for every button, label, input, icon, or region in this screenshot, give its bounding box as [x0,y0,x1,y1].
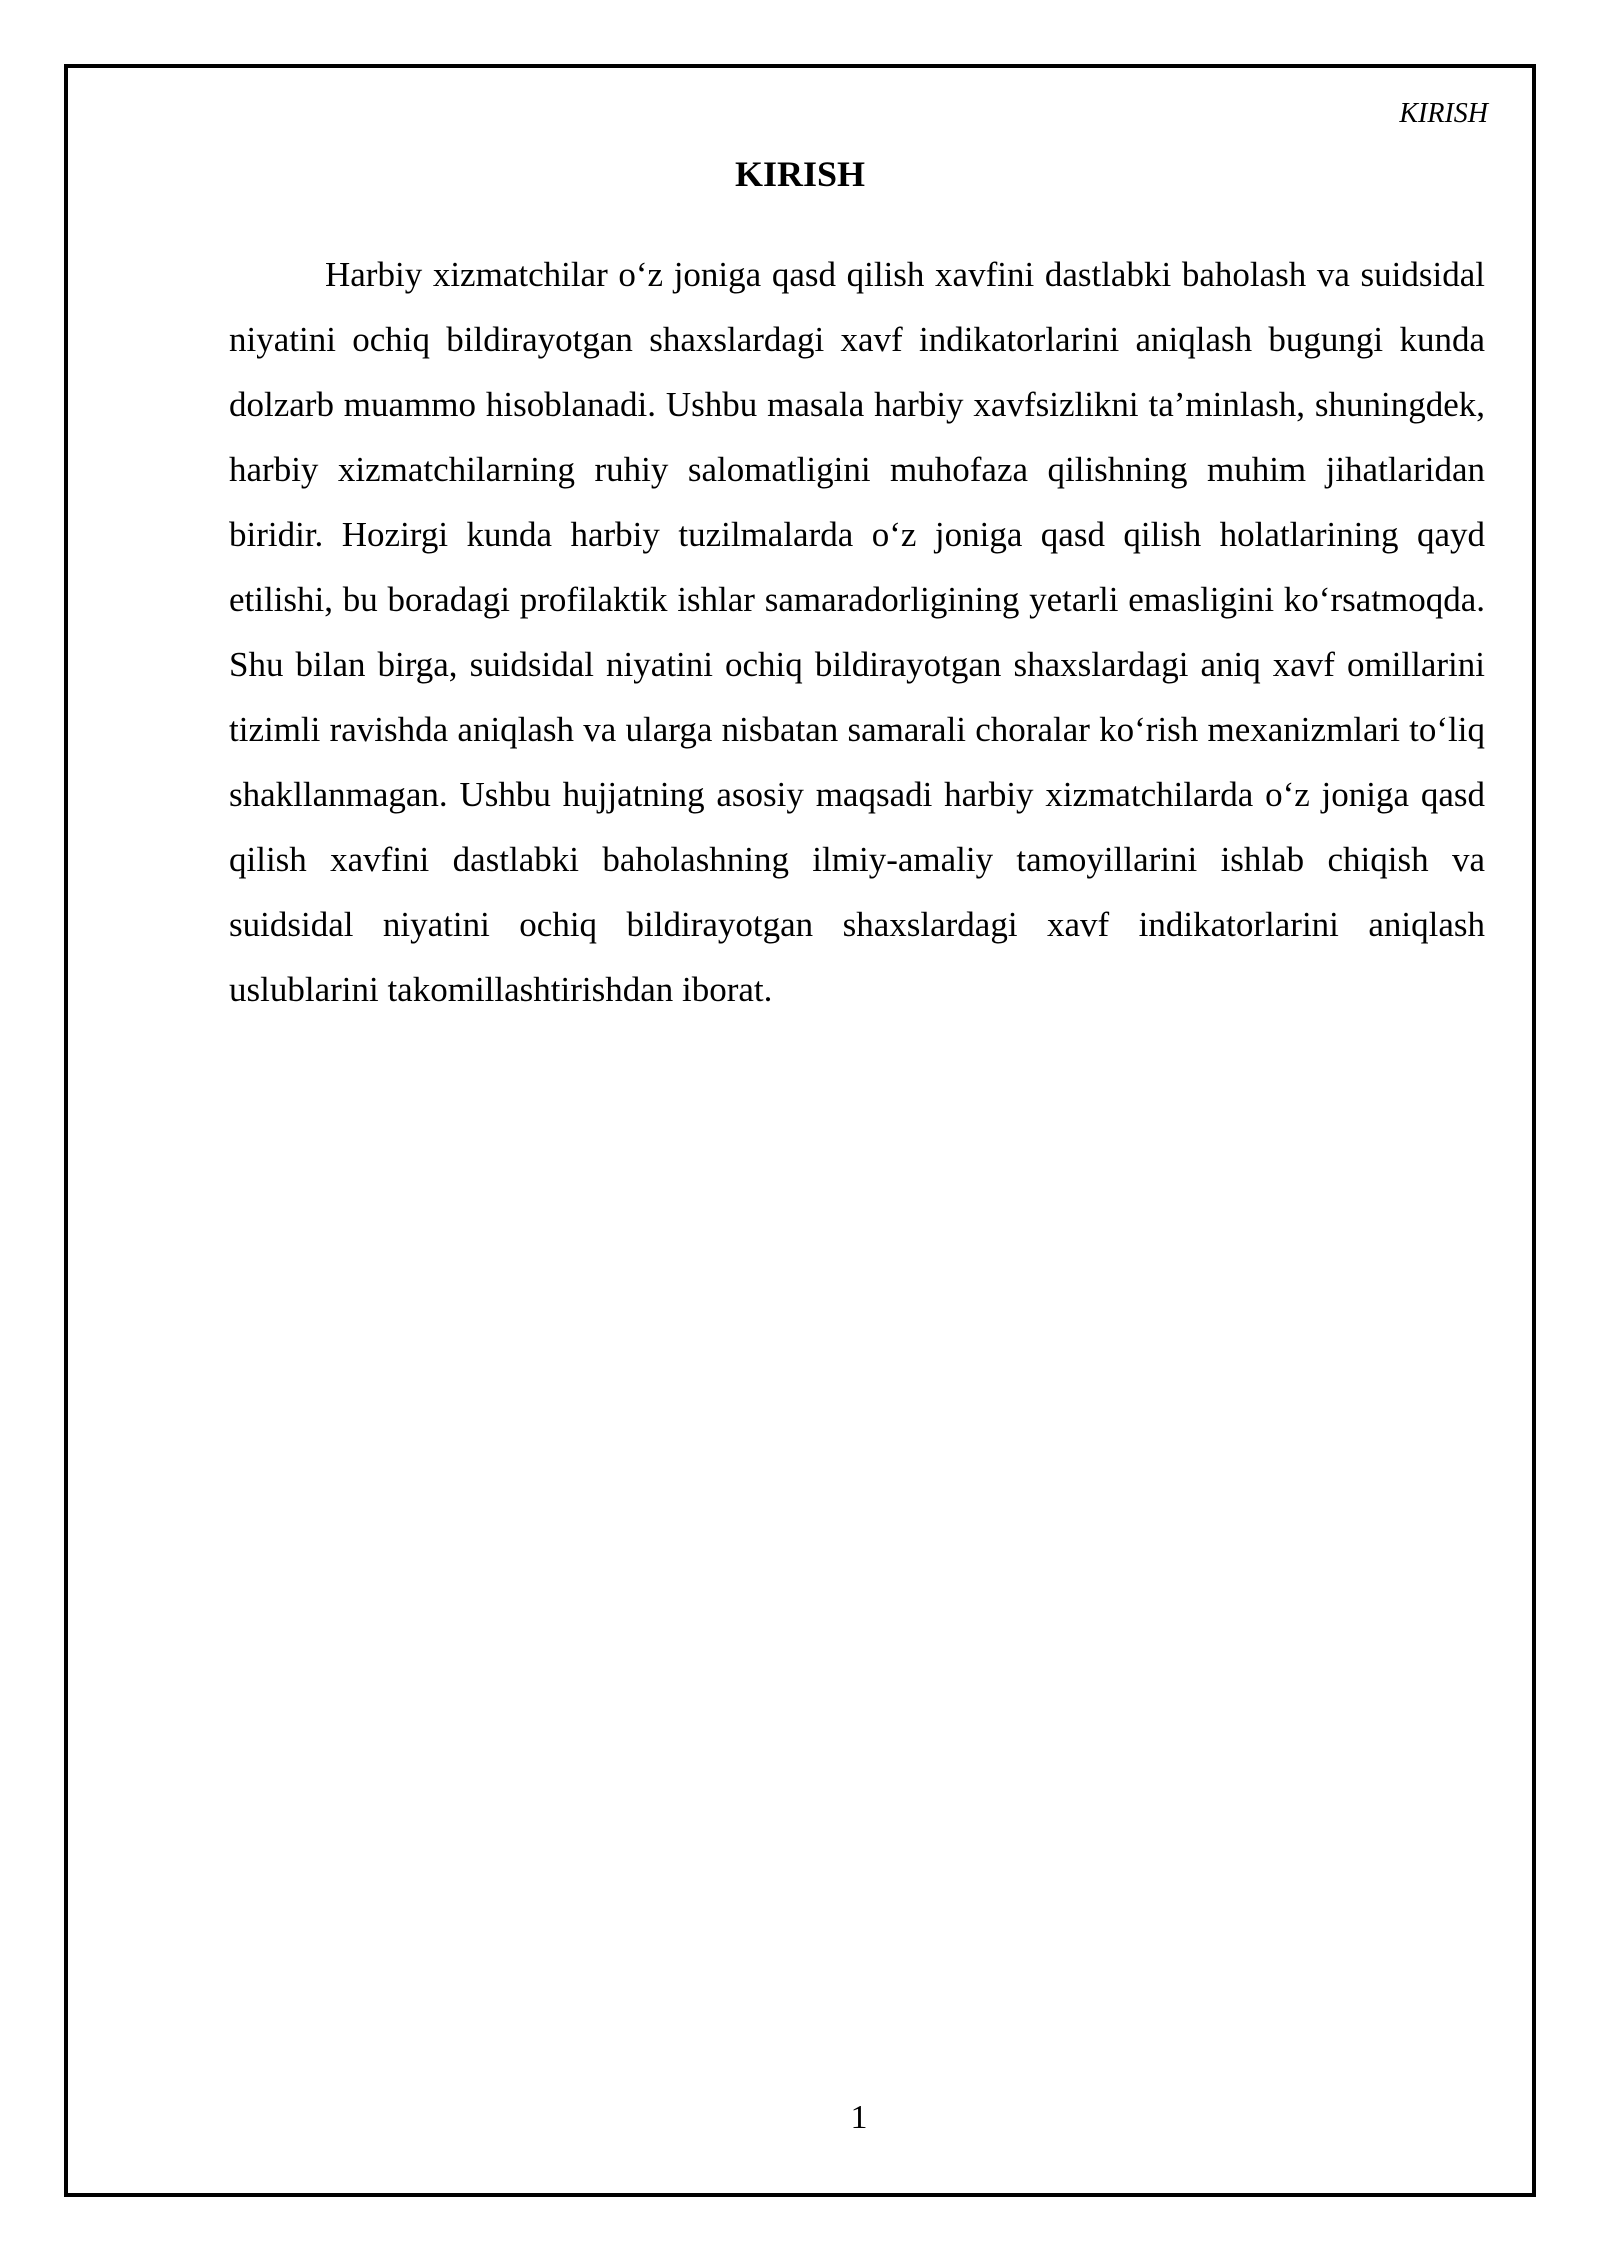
body-paragraph: Harbiy xizmatchilar o‘z joniga qasd qilish xavfini dastlabki baholash va suidsidal niyatini ochiq bildirayotgan shaxslardagi xavf indikatorlarini aniqlash bugungi kunda dolzarb muammo hisoblanadi. Ushbu masala harbiy xavfsizlikni ta’minlash, shuningdek, harbiy xizmatchilarning ruhiy salomatligini muhofaza qilishning muhim jihatlaridan biridir. Hozirgi kunda harbiy tuzilmalarda o‘z joniga qasd qilish holatlarining qayd etilishi, bu boradagi profilaktik ishlar samaradorligining yetarli emasligini ko‘rsatmoqda. Shu bilan birga, suidsidal niyatini ochiq bildirayotgan shaxslardagi aniq xavf omillarini tizimli ravishda aniqlash va ularga nisbatan samarali choralar ko‘rish mexanizmlari to‘liq shakllanmagan. Ushbu hujjatning asosiy maqsadi harbiy xizmatchilarda o‘z joniga qasd qilish xavfini dastlabki baholashning ilmiy-amaliy tamoyillarini ishlab chiqish va suidsidal niyatini ochiq bildirayotgan shaxslardagi xavf indikatorlarini aniqlash uslublarini takomillashtirishdan iborat. [229,255,1485,1009]
running-header: KIRISH [1399,98,1488,129]
page-number: 1 [850,2099,868,2136]
section-title: KIRISH [734,154,866,194]
